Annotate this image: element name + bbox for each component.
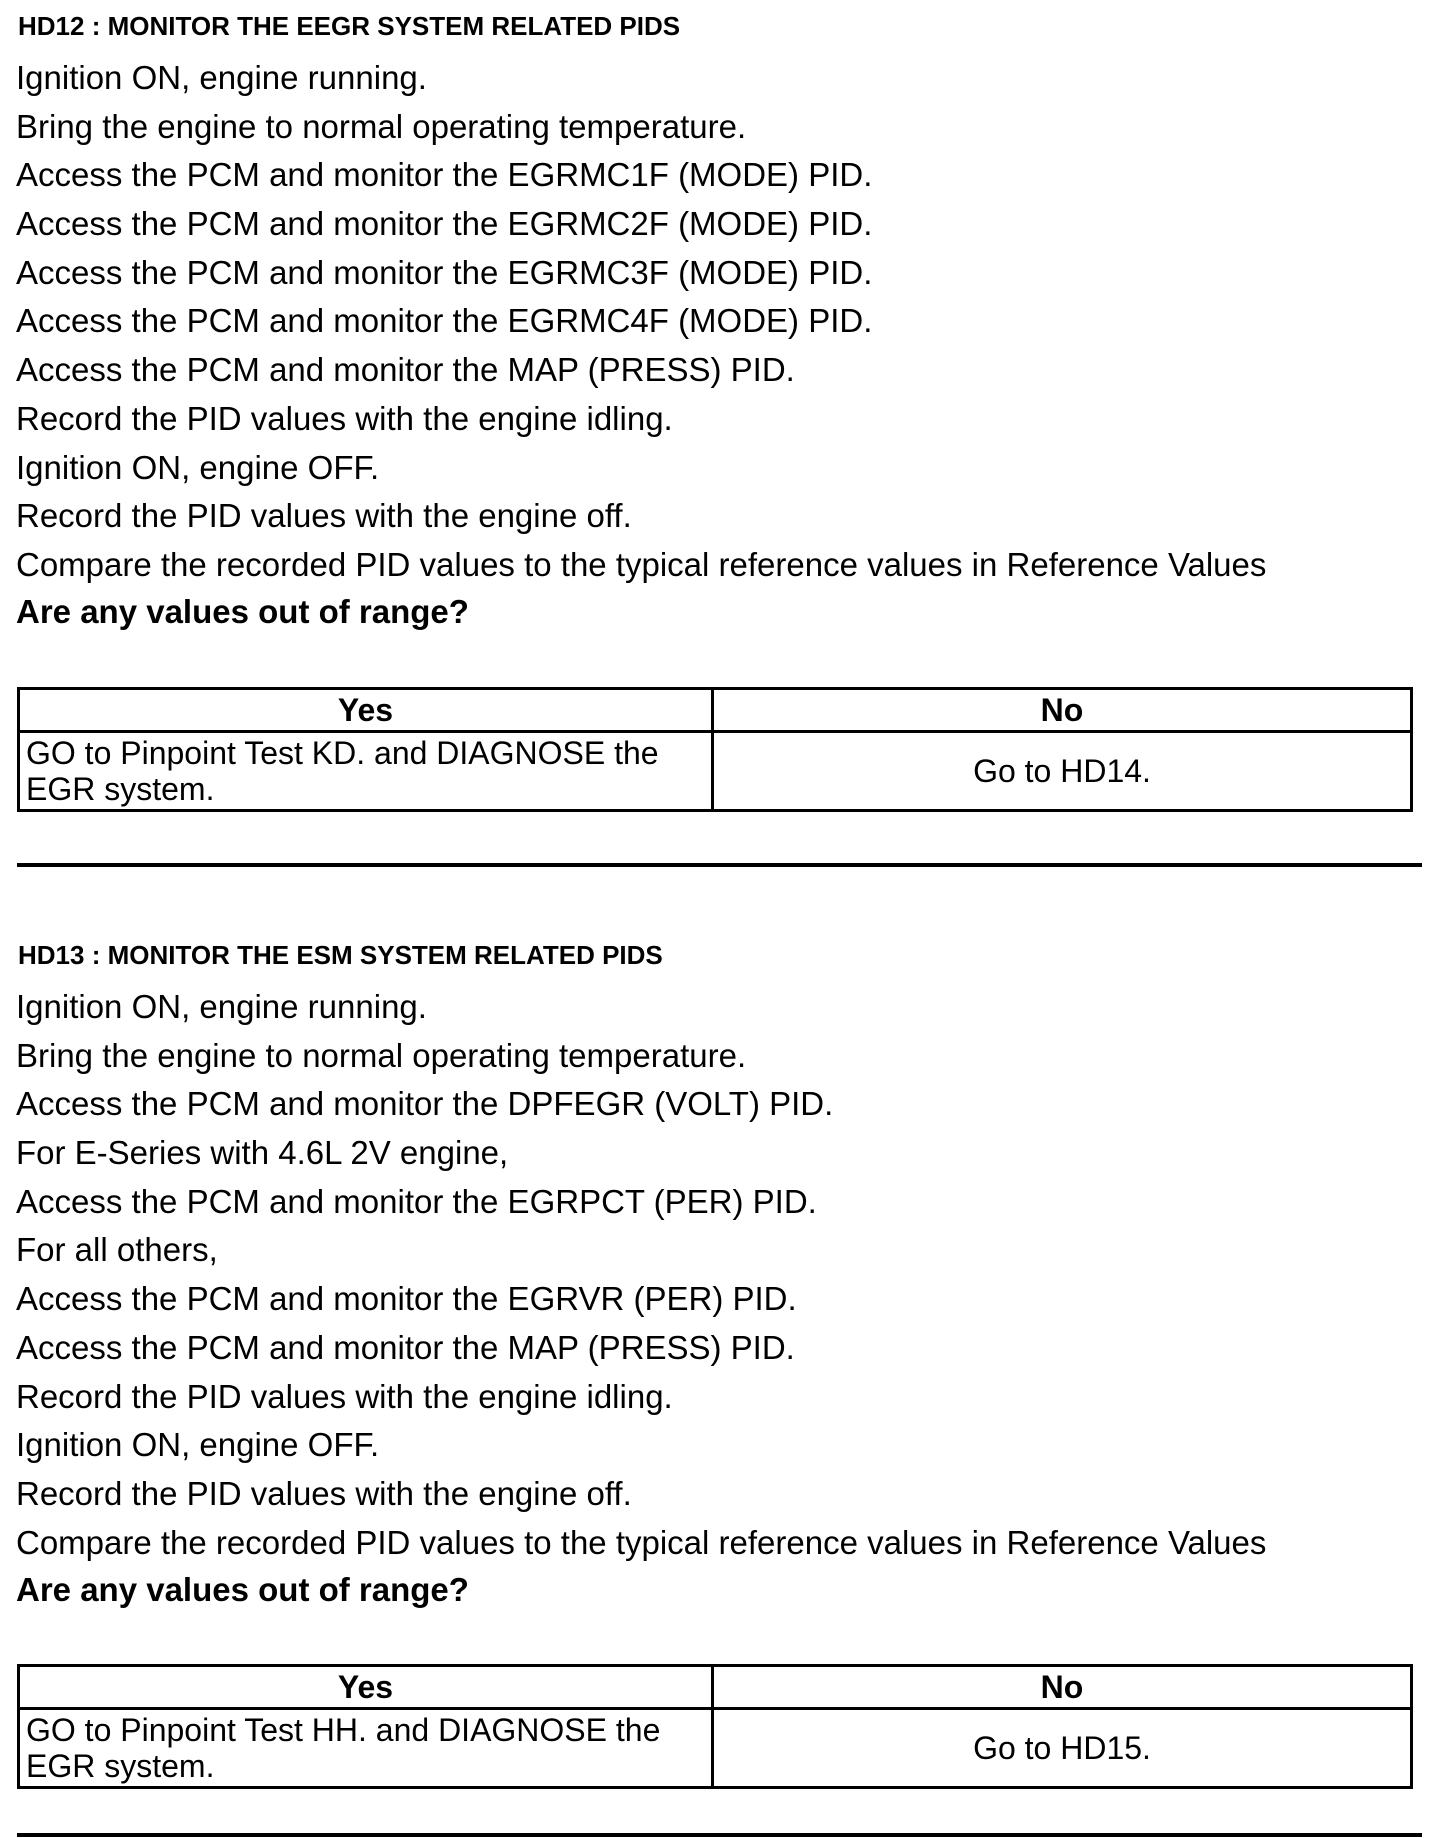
step-item: Access the PCM and monitor the EGRMC4F (MODE) PID. bbox=[16, 302, 873, 340]
step-item: Access the PCM and monitor the EGRPCT (PER) PID. bbox=[16, 1182, 817, 1220]
yes-header: Yes bbox=[19, 689, 713, 732]
section-heading: HD13 : MONITOR THE ESM SYSTEM RELATED PIDS bbox=[18, 940, 663, 970]
step-item: Bring the engine to normal operating temperature. bbox=[16, 1036, 747, 1074]
section-divider bbox=[17, 1833, 1422, 1837]
step-item: Access the PCM and monitor the MAP (PRESS) PID. bbox=[16, 351, 795, 389]
yes-header: Yes bbox=[19, 1666, 713, 1709]
step-item: Access the PCM and monitor the DPFEGR (VOLT) PID. bbox=[16, 1085, 834, 1123]
step-item: Access the PCM and monitor the MAP (PRESS) PID. bbox=[16, 1328, 795, 1366]
step-item: Compare the recorded PID values to the typical reference values in Reference Values bbox=[16, 1523, 1267, 1561]
decision-action-row bbox=[19, 732, 1412, 811]
step-list bbox=[16, 54, 1266, 590]
step-item: Access the PCM and monitor the EGRMC2F (MODE) PID. bbox=[16, 205, 873, 243]
step-list bbox=[16, 983, 1266, 1567]
step-item: Record the PID values with the engine off. bbox=[16, 1474, 632, 1512]
decision-header-row bbox=[19, 689, 1412, 732]
step-item: Compare the recorded PID values to the typical reference values in Reference Values bbox=[16, 545, 1267, 583]
no-action: Go to HD15. bbox=[713, 1709, 1412, 1788]
no-header: No bbox=[713, 1666, 1412, 1709]
step-item: Ignition ON, engine running. bbox=[16, 59, 427, 96]
decision-table bbox=[17, 1664, 1413, 1789]
step-item: Ignition ON, engine running. bbox=[16, 988, 427, 1025]
step-item: Access the PCM and monitor the EGRMC3F (MODE) PID. bbox=[16, 253, 873, 291]
step-item: Record the PID values with the engine idling. bbox=[16, 399, 673, 437]
decision-question: Are any values out of range? bbox=[16, 1571, 469, 1608]
yes-action: GO to Pinpoint Test HH. and DIAGNOSE the EGR system. bbox=[19, 1709, 713, 1788]
decision-question: Are any values out of range? bbox=[16, 593, 469, 630]
step-item: Access the PCM and monitor the EGRMC1F (MODE) PID. bbox=[16, 156, 873, 194]
no-header: No bbox=[713, 689, 1412, 732]
step-item: For E-Series with 4.6L 2V engine, bbox=[16, 1134, 509, 1172]
step-item: For all others, bbox=[16, 1231, 218, 1269]
step-item: Record the PID values with the engine off. bbox=[16, 497, 632, 535]
step-item: Ignition ON, engine OFF. bbox=[16, 448, 380, 486]
no-action: Go to HD14. bbox=[713, 732, 1412, 811]
decision-action-row bbox=[19, 1709, 1412, 1788]
decision-header-row bbox=[19, 1666, 1412, 1709]
section-divider bbox=[17, 863, 1422, 867]
yes-action: GO to Pinpoint Test KD. and DIAGNOSE the EGR system. bbox=[19, 732, 713, 811]
step-item: Bring the engine to normal operating temperature. bbox=[16, 107, 747, 145]
step-item: Ignition ON, engine OFF. bbox=[16, 1426, 380, 1464]
section-heading: HD12 : MONITOR THE EEGR SYSTEM RELATED PIDS bbox=[18, 11, 681, 41]
decision-table bbox=[17, 687, 1413, 812]
step-item: Record the PID values with the engine idling. bbox=[16, 1377, 673, 1415]
step-item: Access the PCM and monitor the EGRVR (PER) PID. bbox=[16, 1280, 797, 1318]
